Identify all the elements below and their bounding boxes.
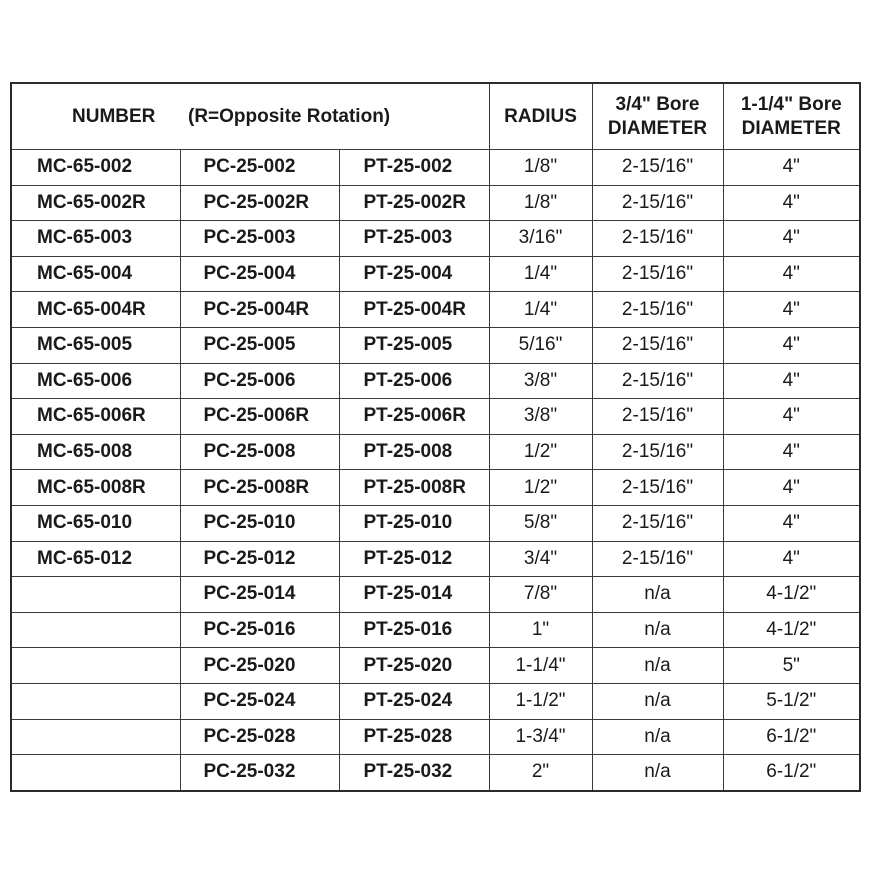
cell-bore-34-diameter: 2-15/16" — [592, 292, 723, 328]
cell-pc-number: PC-25-016 — [180, 612, 339, 648]
table-row — [11, 505, 860, 541]
cell-bore-114-diameter: 4" — [723, 221, 860, 257]
table-row — [11, 755, 860, 791]
cell-radius: 5/16" — [489, 327, 592, 363]
cell-bore-114-diameter: 4" — [723, 363, 860, 399]
cell-radius: 1/8" — [489, 185, 592, 221]
cell-pc-number: PC-25-004R — [180, 292, 339, 328]
cell-bore-114-diameter: 4" — [723, 505, 860, 541]
cell-radius: 3/8" — [489, 363, 592, 399]
cell-pt-number: PT-25-020 — [339, 648, 489, 684]
cell-bore-34-diameter: 2-15/16" — [592, 327, 723, 363]
cell-pc-number: PC-25-028 — [180, 719, 339, 755]
cell-bore-34-diameter: n/a — [592, 612, 723, 648]
spec-table — [10, 82, 861, 792]
cell-bore-34-diameter: 2-15/16" — [592, 505, 723, 541]
cell-bore-34-diameter: 2-15/16" — [592, 470, 723, 506]
cell-bore-34-diameter: 2-15/16" — [592, 399, 723, 435]
cell-bore-114-diameter: 4" — [723, 327, 860, 363]
table-row — [11, 185, 860, 221]
cell-pt-number: PT-25-012 — [339, 541, 489, 577]
cell-bore-34-diameter: 2-15/16" — [592, 150, 723, 186]
cell-bore-34-diameter: 2-15/16" — [592, 256, 723, 292]
cell-pc-number: PC-25-020 — [180, 648, 339, 684]
cell-mc-number — [11, 719, 180, 755]
cell-pt-number: PT-25-002 — [339, 150, 489, 186]
cell-pt-number: PT-25-006 — [339, 363, 489, 399]
table-row — [11, 648, 860, 684]
cell-mc-number: MC-65-004R — [11, 292, 180, 328]
cell-pc-number: PC-25-005 — [180, 327, 339, 363]
table-row — [11, 221, 860, 257]
cell-mc-number: MC-65-004 — [11, 256, 180, 292]
cell-pt-number: PT-25-028 — [339, 719, 489, 755]
cell-bore-114-diameter: 5-1/2" — [723, 683, 860, 719]
cell-radius: 3/16" — [489, 221, 592, 257]
cell-mc-number — [11, 577, 180, 613]
table-row — [11, 719, 860, 755]
cell-bore-114-diameter: 4" — [723, 256, 860, 292]
table-row — [11, 434, 860, 470]
table-row — [11, 577, 860, 613]
cell-radius: 1/4" — [489, 292, 592, 328]
cell-bore-114-diameter: 4" — [723, 292, 860, 328]
cell-bore-34-diameter: n/a — [592, 719, 723, 755]
cell-bore-114-diameter: 4" — [723, 434, 860, 470]
cell-pt-number: PT-25-032 — [339, 755, 489, 791]
cell-mc-number: MC-65-010 — [11, 505, 180, 541]
table-row — [11, 256, 860, 292]
table-row — [11, 150, 860, 186]
cell-pc-number: PC-25-008R — [180, 470, 339, 506]
cell-mc-number: MC-65-006R — [11, 399, 180, 435]
cell-radius: 3/8" — [489, 399, 592, 435]
cell-radius: 1-1/4" — [489, 648, 592, 684]
header-bore-114-line1: 1-1/4" Bore — [740, 93, 842, 115]
cell-pc-number: PC-25-004 — [180, 256, 339, 292]
cell-mc-number: MC-65-008R — [11, 470, 180, 506]
cell-bore-114-diameter: 5" — [723, 648, 860, 684]
cell-mc-number: MC-65-006 — [11, 363, 180, 399]
cell-radius: 1/4" — [489, 256, 592, 292]
cell-radius: 1-3/4" — [489, 719, 592, 755]
cell-pt-number: PT-25-008 — [339, 434, 489, 470]
header-rotation-note: (R=Opposite Rotation) — [180, 83, 489, 150]
cell-bore-114-diameter: 6-1/2" — [723, 719, 860, 755]
cell-mc-number — [11, 648, 180, 684]
cell-mc-number: MC-65-002R — [11, 185, 180, 221]
cell-pt-number: PT-25-003 — [339, 221, 489, 257]
cell-bore-114-diameter: 4-1/2" — [723, 612, 860, 648]
cell-bore-114-diameter: 4" — [723, 399, 860, 435]
cell-pt-number: PT-25-002R — [339, 185, 489, 221]
cell-bore-34-diameter: 2-15/16" — [592, 434, 723, 470]
cell-pc-number: PC-25-002R — [180, 185, 339, 221]
cell-radius: 7/8" — [489, 577, 592, 613]
cell-mc-number — [11, 755, 180, 791]
table-row — [11, 541, 860, 577]
header-bore-114-line2: DIAMETER — [741, 117, 841, 139]
cell-radius: 1/2" — [489, 470, 592, 506]
cell-pt-number: PT-25-008R — [339, 470, 489, 506]
cell-bore-34-diameter: n/a — [592, 683, 723, 719]
cell-pc-number: PC-25-012 — [180, 541, 339, 577]
cell-radius: 2" — [489, 755, 592, 791]
cell-pt-number: PT-25-004 — [339, 256, 489, 292]
cell-mc-number: MC-65-012 — [11, 541, 180, 577]
header-radius: RADIUS — [489, 83, 592, 150]
cell-pt-number: PT-25-014 — [339, 577, 489, 613]
table-row — [11, 327, 860, 363]
table-body — [11, 150, 860, 791]
cell-pt-number: PT-25-005 — [339, 327, 489, 363]
cell-mc-number — [11, 612, 180, 648]
cell-pt-number: PT-25-006R — [339, 399, 489, 435]
cell-pc-number: PC-25-006R — [180, 399, 339, 435]
header-bore-34-line2: DIAMETER — [607, 117, 708, 139]
table-row — [11, 470, 860, 506]
cell-radius: 5/8" — [489, 505, 592, 541]
cell-bore-34-diameter: 2-15/16" — [592, 363, 723, 399]
cell-pc-number: PC-25-003 — [180, 221, 339, 257]
cell-bore-114-diameter: 4" — [723, 185, 860, 221]
cell-mc-number — [11, 683, 180, 719]
cell-pc-number: PC-25-002 — [180, 150, 339, 186]
cell-mc-number: MC-65-008 — [11, 434, 180, 470]
cell-pt-number: PT-25-004R — [339, 292, 489, 328]
cell-bore-34-diameter: n/a — [592, 577, 723, 613]
cell-bore-34-diameter: 2-15/16" — [592, 221, 723, 257]
cell-radius: 1/2" — [489, 434, 592, 470]
table-row — [11, 612, 860, 648]
cell-radius: 1/8" — [489, 150, 592, 186]
cell-bore-114-diameter: 4" — [723, 541, 860, 577]
cell-radius: 3/4" — [489, 541, 592, 577]
table-row — [11, 399, 860, 435]
header-bore-34 — [592, 83, 723, 150]
cell-pc-number: PC-25-010 — [180, 505, 339, 541]
cell-bore-34-diameter: n/a — [592, 648, 723, 684]
header-bore-34-line1: 3/4" Bore — [615, 93, 700, 115]
cell-bore-114-diameter: 4" — [723, 150, 860, 186]
cell-pc-number: PC-25-006 — [180, 363, 339, 399]
cell-bore-114-diameter: 4" — [723, 470, 860, 506]
cell-bore-114-diameter: 6-1/2" — [723, 755, 860, 791]
cell-pt-number: PT-25-016 — [339, 612, 489, 648]
cell-mc-number: MC-65-003 — [11, 221, 180, 257]
cell-bore-34-diameter: n/a — [592, 755, 723, 791]
table-row — [11, 292, 860, 328]
table-row — [11, 683, 860, 719]
cell-bore-114-diameter: 4-1/2" — [723, 577, 860, 613]
cell-pc-number: PC-25-024 — [180, 683, 339, 719]
header-number: NUMBER — [11, 83, 180, 150]
cell-bore-34-diameter: 2-15/16" — [592, 185, 723, 221]
header-bore-114 — [723, 83, 860, 150]
cell-bore-34-diameter: 2-15/16" — [592, 541, 723, 577]
cell-radius: 1" — [489, 612, 592, 648]
header-row — [11, 83, 860, 150]
cell-pc-number: PC-25-008 — [180, 434, 339, 470]
cell-pc-number: PC-25-014 — [180, 577, 339, 613]
cell-pt-number: PT-25-024 — [339, 683, 489, 719]
cell-mc-number: MC-65-002 — [11, 150, 180, 186]
cell-mc-number: MC-65-005 — [11, 327, 180, 363]
cell-radius: 1-1/2" — [489, 683, 592, 719]
table-row — [11, 363, 860, 399]
cell-pc-number: PC-25-032 — [180, 755, 339, 791]
cell-pt-number: PT-25-010 — [339, 505, 489, 541]
